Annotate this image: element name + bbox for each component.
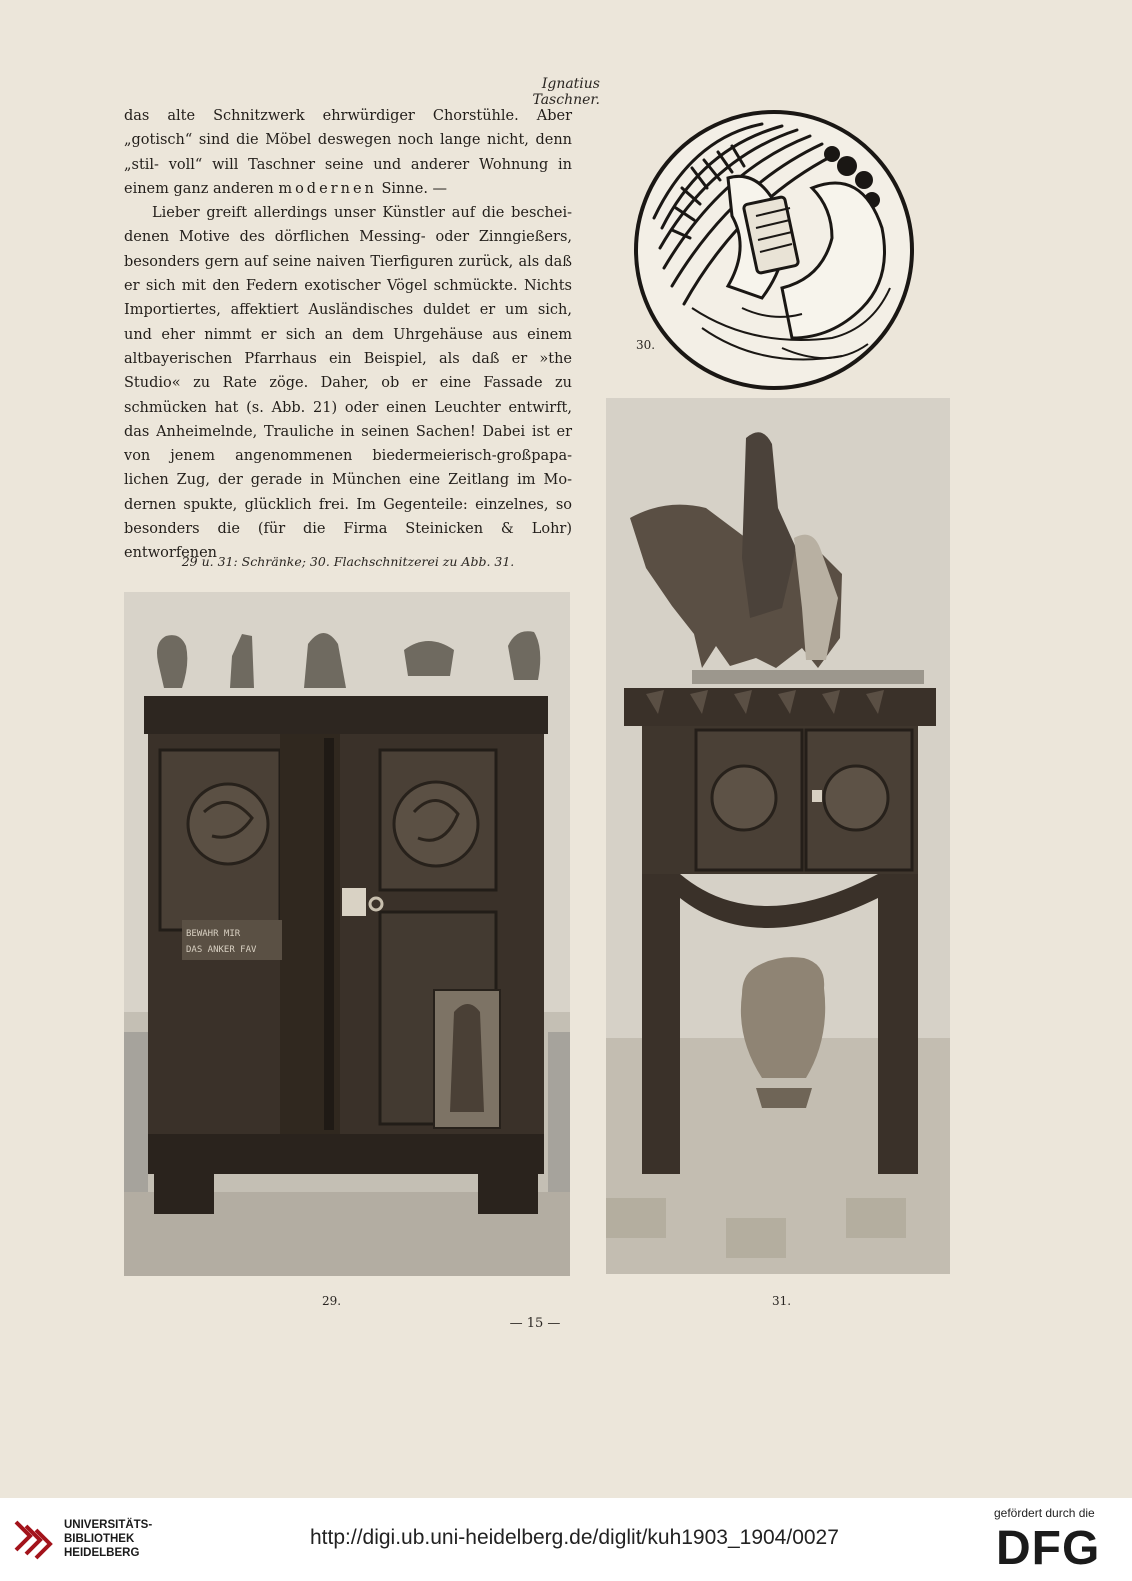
spaced-word: modernen <box>278 180 377 197</box>
university-library-logo-icon <box>10 1516 56 1562</box>
paragraph-1 <box>124 104 572 201</box>
permalink-url[interactable]: http://digi.ub.uni-heidelberg.de/diglit/kuh1903_1904/0027 <box>310 1526 839 1549</box>
dfg-logo: DFG <box>996 1522 1101 1575</box>
library-line-2: BIBLIOTHEK <box>64 1533 135 1545</box>
paragraph-2: Lieber greift allerdings unser Künstler auf die beschei- denen Motive des dörflichen Messing- oder Zinngießers, besonders gern auf seine naiven Tierfiguren zurück, als daß er sich mit den Federn exotischer Vögel schmückte. Nichts Importiertes, affektiert Ausländisches duldet er um sich, und eher nimmt er sich an dem Uhrgehäuse aus einem altbayerischen Pfarrhaus ein Beispiel, als daß er »the Studio« zu Rate zöge. Daher, ob er eine Fassade zu schmücken hat (s. Abb. 21) oder einen Leuchter entwirft, das Anheimelnde, Trauliche in seinen Sachen! Dabei ist er von jenem angenommenen biedermeierisch-großpapa- lichen Zug, der gerade in München eine Zeitlang im Mo- dernen spukte, glücklich frei. Im Gegenteile: einzelnes, so besonders die (für die Firma Steinicken & Lohr) entworfenen <box>124 205 572 562</box>
cabinet-statue-photo-image <box>606 398 950 1274</box>
paragraph-1-text: das alte Schnitzwerk ehrwürdiger Chorstühle. Aber „gotisch“ sind die Möbel deswegen noch lange nicht, denn „stil- voll“ will Taschner seine und anderer Wohnung in einem ganz anderen <box>124 108 572 197</box>
figure-31-cabinet-photo <box>606 398 950 1274</box>
page-number: — 15 — <box>509 1316 561 1331</box>
cabinet-inscription-2: DAS ANKER FAV <box>186 945 257 955</box>
running-head: Ignatius Taschner. <box>532 76 600 108</box>
library-line-1: UNIVERSITÄTS- <box>64 1519 153 1531</box>
cabinet-inscription-1: BEWAHR MIR <box>186 929 241 939</box>
figure-29-label: 29. <box>322 1294 342 1308</box>
figure-30-label: 30. <box>636 338 656 352</box>
body-text-column <box>124 104 572 566</box>
paragraph-1-end: Sinne. — <box>381 180 448 197</box>
roundel-illustration <box>632 108 916 392</box>
figure-30-roundel-carving <box>632 108 916 392</box>
university-library-name <box>64 1518 152 1560</box>
figure-caption: 29 u. 31: Schränke; 30. Flachschnitzerei zu Abb. 31. <box>181 554 515 569</box>
figure-29-cabinet-photo <box>124 592 570 1276</box>
library-line-3: HEIDELBERG <box>64 1547 140 1559</box>
funding-note: gefördert durch die <box>994 1506 1095 1520</box>
digital-library-footer <box>0 1498 1132 1581</box>
figure-31-label: 31. <box>772 1294 792 1308</box>
cabinet-photo-image <box>124 592 570 1276</box>
